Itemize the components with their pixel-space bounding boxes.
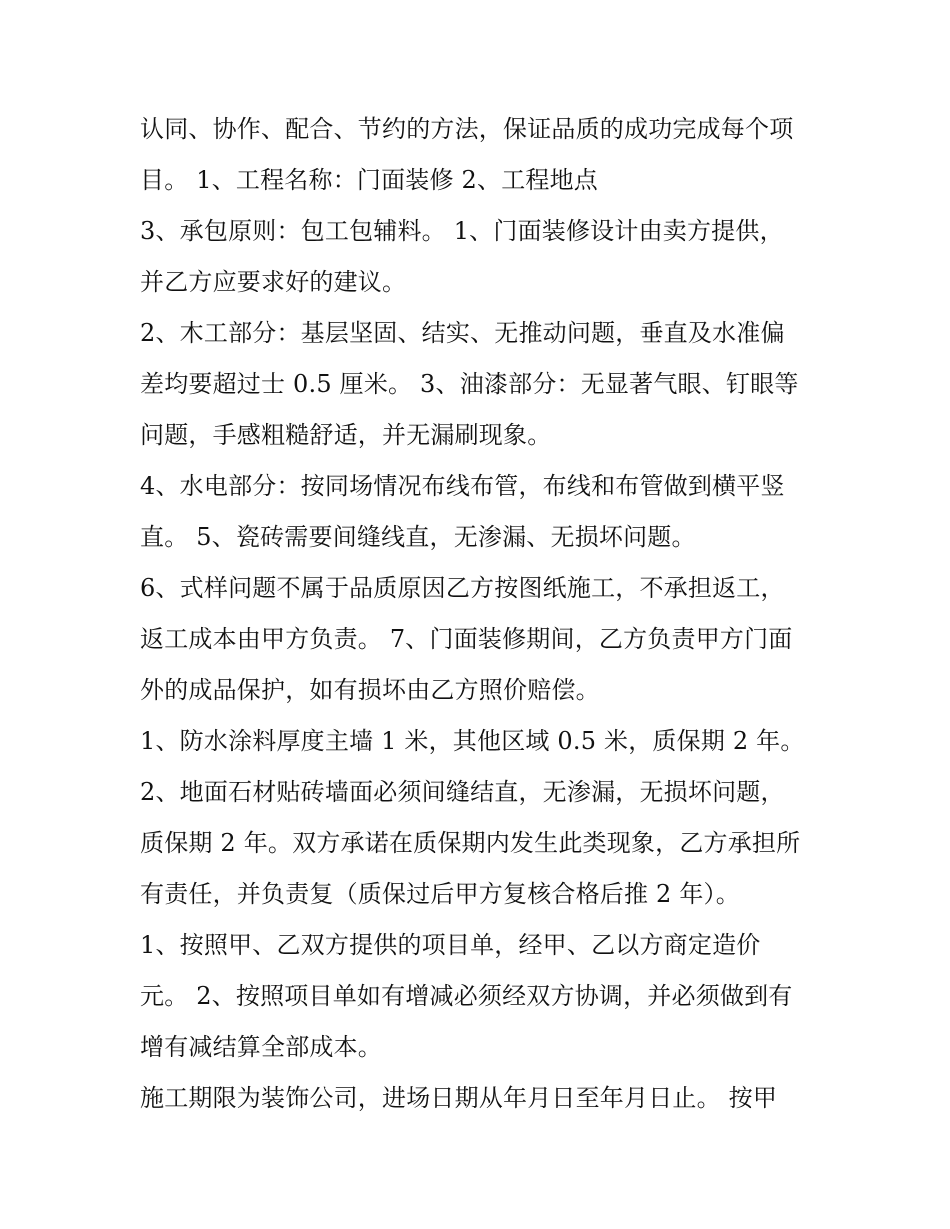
text-line: 返工成本由甲方负责。 7、门面装修期间，乙方负责甲方门面 [140,625,793,653]
document-body [140,106,830,1126]
text-line: 外的成品保护，如有损坏由乙方照价赔偿。 [140,676,600,704]
text-line: 认同、协作、配合、节约的方法，保证品质的成功完成每个项 [140,115,794,143]
text-line: 2、木工部分：基层坚固、结实、无推动问题，垂直及水准偏 [140,319,785,347]
text-line: 1、按照甲、乙双方提供的项目单，经甲、乙以方商定造价 [140,931,761,959]
text-line: 差均要超过士 0.5 厘米。 3、油漆部分：无显著气眼、钉眼等 [140,370,799,398]
text-line: 有责任，并负责复（质保过后甲方复核合格后推 2 年）。 [140,880,740,908]
text-line: 目。 1、工程名称：门面装修 2、工程地点 [140,166,598,194]
text-line: 4、水电部分：按同场情况布线布管，布线和布管做到横平竖 [140,472,785,500]
text-line: 并乙方应要求好的建议。 [140,268,407,296]
text-line: 质保期 2 年。双方承诺在质保期内发生此类现象，乙方承担所 [140,829,801,857]
text-line: 直。 5、瓷砖需要间缝线直，无渗漏、无损坏问题。 [140,523,696,551]
text-line: 2、地面石材贴砖墙面必须间缝结直，无渗漏，无损坏问题， [140,778,785,806]
text-line: 3、承包原则：包工包辅料。 1、门面装修设计由卖方提供， [140,217,784,245]
text-line: 问题，手感粗糙舒适，并无漏刷现象。 [140,421,552,449]
text-line: 增有减结算全部成本。 [140,1033,382,1061]
text-line: 施工期限为装饰公司，进场日期从年月日至年月日止。 按甲 [140,1084,778,1112]
text-line: 1、防水涂料厚度主墙 1 米，其他区域 0.5 米，质保期 2 年。 [140,727,805,755]
text-line: 元。 2、按照项目单如有增减必须经双方协调，并必须做到有 [140,982,793,1010]
text-line: 6、式样问题不属于品质原因乙方按图纸施工，不承担返工， [140,574,785,602]
